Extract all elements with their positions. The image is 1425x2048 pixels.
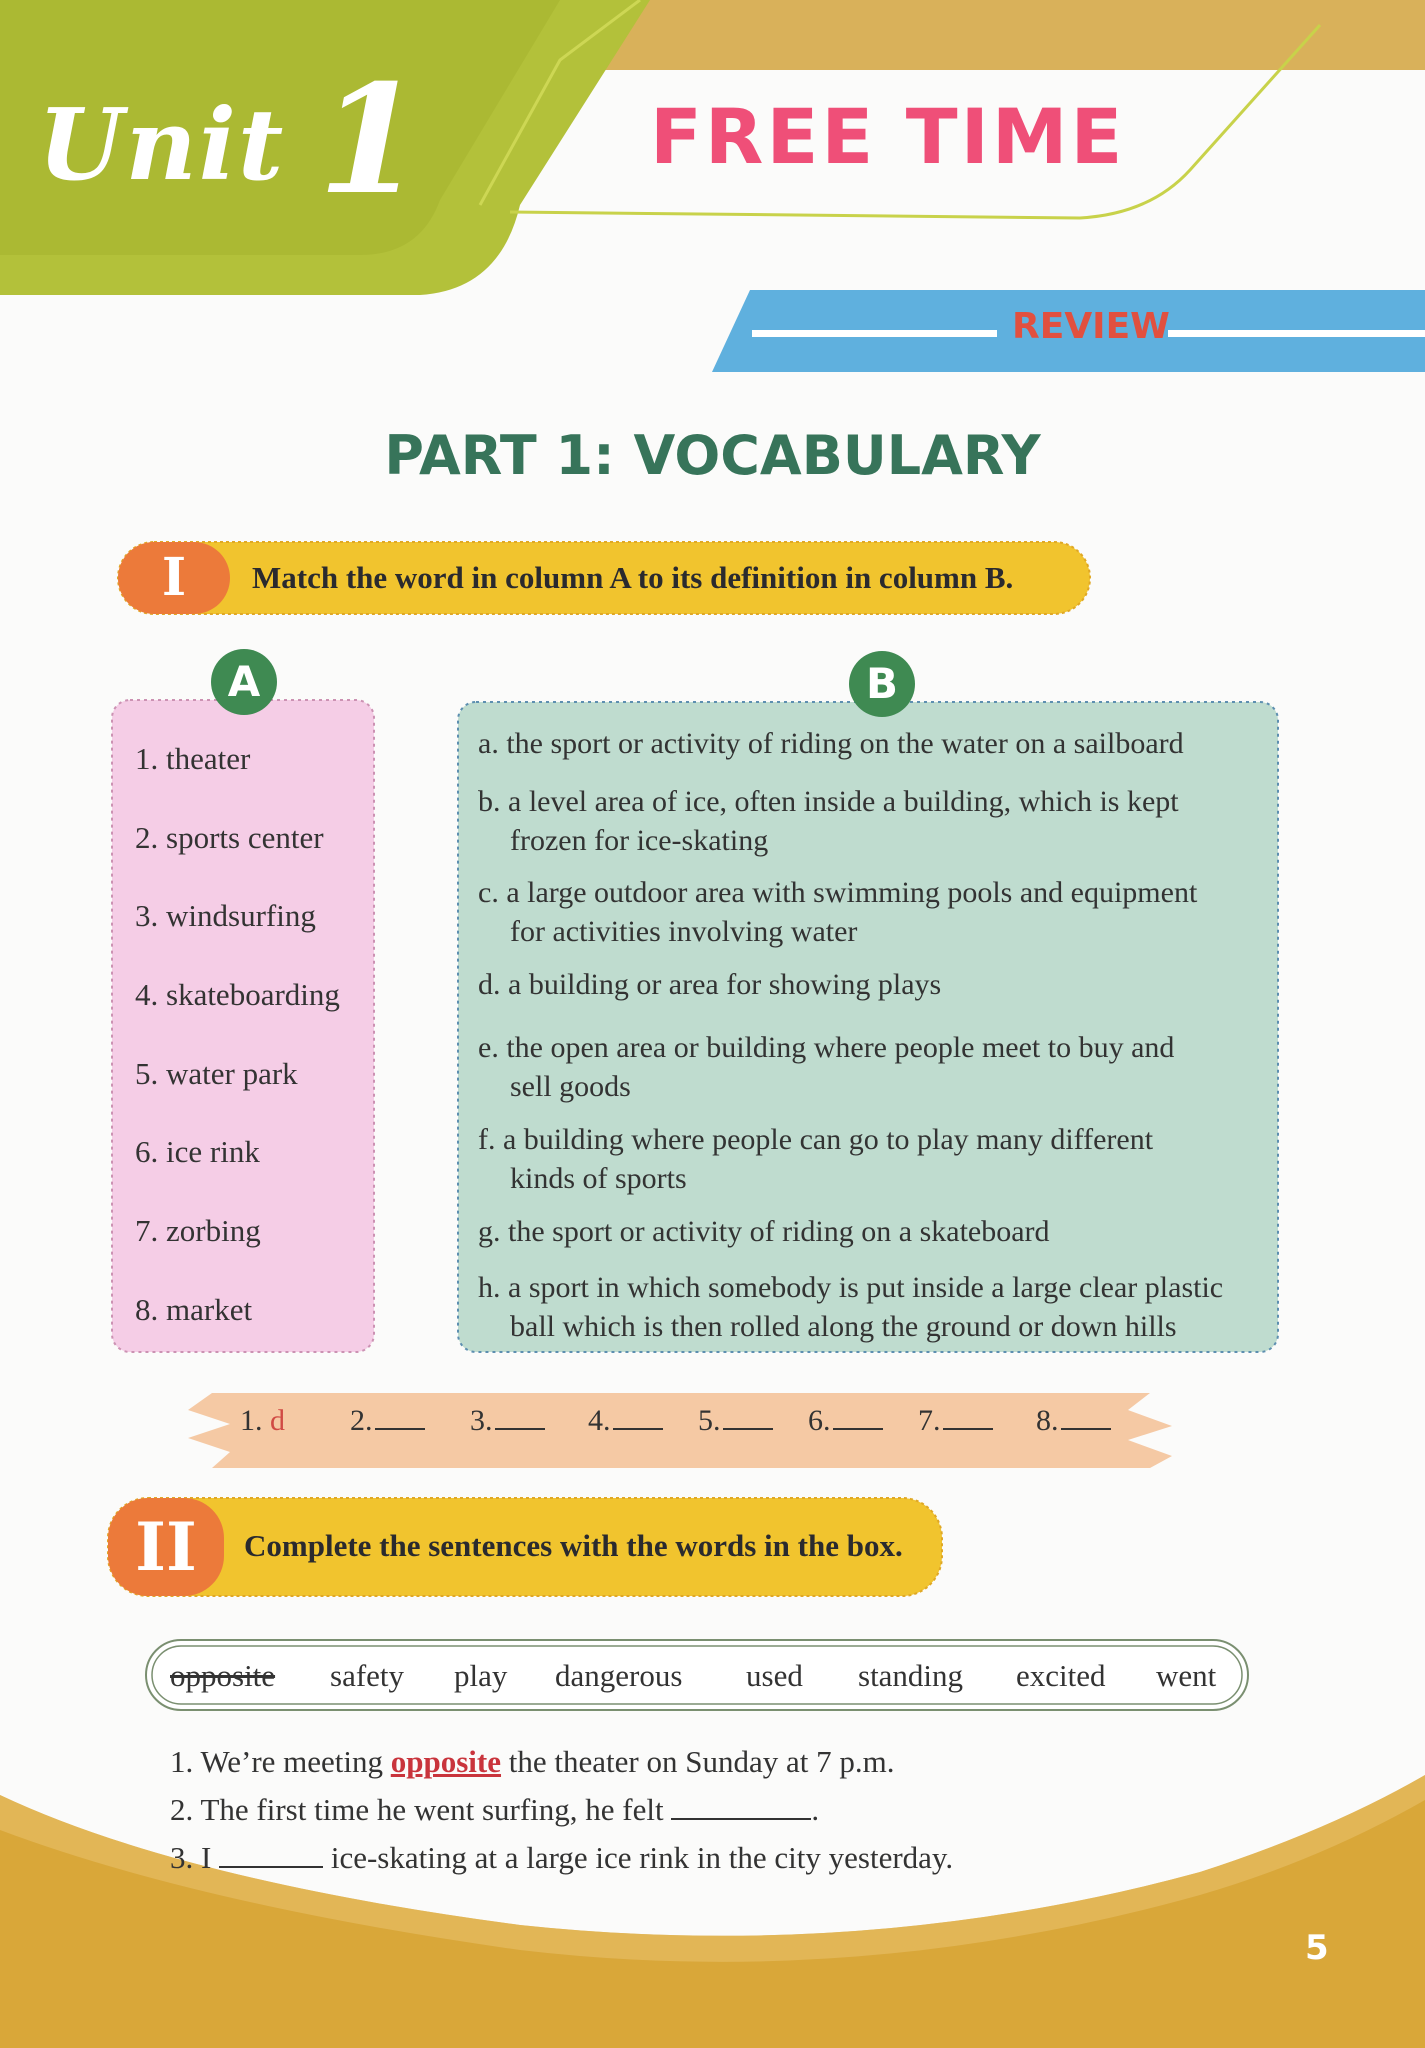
sentence-text: the theater on Sunday at 7 p.m.	[508, 1744, 895, 1779]
section-number-badge: I	[161, 547, 187, 608]
answer-blank[interactable]	[495, 1404, 545, 1430]
sentence	[170, 1840, 953, 1876]
definition-line: sell goods	[510, 1070, 631, 1103]
column-b-item	[478, 873, 1278, 951]
column-a-item: 3. windsurfing	[135, 898, 316, 933]
definition-line: frozen for ice-skating	[510, 824, 769, 857]
word-box-item: safety	[330, 1658, 405, 1693]
column-b-item	[478, 1268, 1278, 1346]
sentence-text: ice-skating at a large ice rink in the city yesterday.	[330, 1840, 954, 1875]
answer-slot[interactable]	[588, 1404, 663, 1438]
definition-line: kinds of sports	[510, 1162, 687, 1195]
answer-slot[interactable]	[918, 1404, 993, 1438]
column-b-label: B	[865, 659, 898, 708]
column-a-item: 2. sports center	[135, 820, 324, 855]
sentence-text: I	[201, 1840, 212, 1875]
definition-line: for activities involving water	[510, 915, 858, 948]
sentence-text: We’re meeting	[200, 1744, 384, 1779]
definition-line: d. a building or area for showing plays	[478, 968, 942, 1001]
answer-slot[interactable]	[698, 1404, 773, 1438]
answer-slot[interactable]	[470, 1404, 545, 1438]
definition-line: c. a large outdoor area with swimming pools and equipment	[478, 876, 1198, 909]
definition-line: f. a building where people can go to play many different	[478, 1123, 1154, 1156]
definition-line: b. a level area of ice, often inside a building, which is kept	[478, 785, 1179, 818]
answer-number: 7.	[918, 1404, 941, 1437]
sentence-number: 2.	[170, 1792, 194, 1827]
filled-answer[interactable]: opposite	[390, 1744, 502, 1779]
word-box-item: dangerous	[555, 1658, 683, 1693]
sentence-number: 1.	[170, 1744, 194, 1779]
column-b-item	[478, 965, 1278, 1004]
sentence-text: .	[811, 1792, 820, 1827]
answer-slot[interactable]	[808, 1404, 883, 1438]
answer-blank[interactable]	[613, 1404, 663, 1430]
answer-number: 3.	[470, 1404, 493, 1437]
answer-number: 5.	[698, 1404, 721, 1437]
answer-blank[interactable]	[375, 1404, 425, 1430]
definition-line: g. the sport or activity of riding on a skateboard	[478, 1215, 1050, 1248]
column-b-item	[478, 1120, 1278, 1198]
answer-blank[interactable]	[723, 1404, 773, 1430]
column-a-label: A	[227, 657, 261, 706]
answer-blank[interactable]	[671, 1794, 811, 1820]
answer-blank[interactable]	[833, 1404, 883, 1430]
unit-title: FREE TIME	[650, 92, 1126, 181]
word-box-item: excited	[1016, 1658, 1106, 1693]
word-box-item: used	[746, 1658, 803, 1693]
answer-number: 4.	[588, 1404, 611, 1437]
unit-number: 1	[318, 52, 423, 228]
column-b-item	[478, 1028, 1278, 1106]
answer-number: 2.	[350, 1404, 373, 1437]
answer-value: d	[270, 1404, 285, 1437]
answer-blank[interactable]	[219, 1842, 323, 1868]
word-box-item: play	[454, 1658, 508, 1693]
unit-label: Unit	[38, 88, 286, 203]
sentence	[170, 1744, 894, 1780]
column-a-item: 8. market	[135, 1292, 253, 1327]
review-label: REVIEW	[1012, 306, 1170, 347]
answer-number: 1.	[240, 1404, 263, 1437]
sentence-text: The first time he went surfing, he felt	[200, 1792, 664, 1827]
section-instruction: Complete the sentences with the words in the box.	[244, 1528, 903, 1563]
column-a-item: 1. theater	[135, 741, 251, 776]
answer-slot[interactable]	[350, 1404, 425, 1438]
column-a-item: 7. zorbing	[135, 1213, 261, 1248]
definition-line: e. the open area or building where people meet to buy and	[478, 1031, 1175, 1064]
word-box-item: standing	[858, 1658, 964, 1693]
answer-slot[interactable]	[1036, 1404, 1111, 1438]
column-b-item	[478, 724, 1278, 763]
page-number: 5	[1305, 1928, 1329, 1968]
sentence	[170, 1792, 819, 1828]
definition-line: ball which is then rolled along the ground or down hills	[510, 1310, 1177, 1343]
part-title: PART 1: VOCABULARY	[384, 424, 1041, 487]
answer-number: 8.	[1036, 1404, 1059, 1437]
column-a-item: 6. ice rink	[135, 1134, 260, 1169]
column-b-item	[478, 782, 1278, 860]
definition-line: a. the sport or activity of riding on the water on a sailboard	[478, 727, 1184, 760]
definition-line: h. a sport in which somebody is put inside a large clear plastic	[478, 1271, 1224, 1304]
answer-blank[interactable]	[943, 1404, 993, 1430]
sentence-number: 3.	[170, 1840, 194, 1875]
section-number-badge: II	[135, 1508, 197, 1586]
answer-number: 6.	[808, 1404, 831, 1437]
answer-blank[interactable]	[1061, 1404, 1111, 1430]
word-box-item: went	[1156, 1658, 1217, 1693]
column-a-item: 4. skateboarding	[135, 977, 340, 1012]
section-instruction: Match the word in column A to its definition in column B.	[252, 560, 1014, 595]
column-b-item	[478, 1212, 1278, 1251]
word-box-item: opposite	[170, 1658, 276, 1693]
answer-slot[interactable]	[240, 1404, 285, 1438]
column-a-item: 5. water park	[135, 1056, 298, 1091]
